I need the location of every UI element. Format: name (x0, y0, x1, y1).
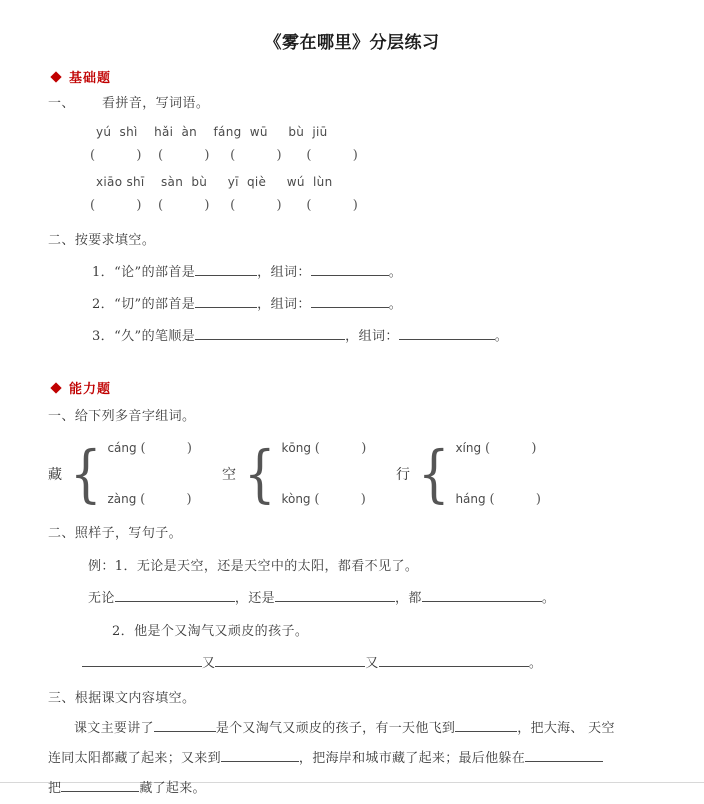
question-basic-2-heading (0, 229, 704, 248)
passage-blank-5[interactable] (61, 778, 139, 792)
pattern-line-1 (0, 587, 704, 606)
fill-item-2-blank-word[interactable] (311, 294, 389, 308)
question-ability-3-heading (0, 687, 704, 706)
pattern-1-blank-c[interactable] (422, 588, 542, 602)
example-sentence-2-label: 2． (112, 624, 135, 639)
pattern-1-d: 。 (541, 591, 556, 606)
pattern-2-blank-a[interactable] (82, 653, 202, 667)
pinyin-row-1: yú shì hǎi àn fáng wū bù jiū (96, 125, 328, 139)
polyphonic-group-xing (396, 428, 541, 520)
passage-text-2: 是个又淘气又顽皮的孩子，有一天他飞到 (215, 721, 456, 736)
question-basic-1-prompt: 看拼音，写词语。 (102, 96, 210, 111)
polyphonic-char-kong: 空 (222, 467, 236, 483)
pattern-1-a: 无论 (88, 591, 115, 606)
example-sentence-2 (0, 620, 704, 639)
fill-item-1-text-c: 。 (388, 265, 403, 280)
question-ability-1-number: 一、 (48, 409, 75, 424)
question-ability-3-prompt: 根据课文内容填空。 (74, 691, 196, 706)
polyphonic-reading-kong2[interactable] (281, 492, 366, 507)
fill-item-2-text-b: ，组词： (257, 297, 311, 312)
fill-item-3-blank-strokes[interactable] (195, 326, 345, 340)
passage-text-1: 课文主要讲了 (74, 721, 154, 736)
polyphonic-answer-paren-xing: ( ) (484, 441, 537, 456)
polyphonic-pinyin-xing: xíng (455, 441, 482, 455)
passage-text-3: ，把大海、 天空 (517, 721, 615, 736)
polyphonic-char-cang: 藏 (48, 467, 62, 483)
polyphonic-groups (0, 428, 704, 520)
pattern-2-c: 。 (528, 656, 543, 671)
section-header-basic (0, 67, 704, 86)
fill-item-1 (0, 261, 704, 280)
fill-item-3-text-a: “久”的笔顺是 (114, 329, 196, 344)
question-basic-1-heading (0, 92, 704, 111)
question-ability-1 (0, 405, 704, 520)
fill-item-2-text-a: “切”的部首是 (114, 297, 196, 312)
section-header-basic-label: 基础题 (69, 71, 112, 86)
question-ability-1-heading (0, 405, 704, 424)
passage-line-2 (0, 744, 704, 774)
diamond-bullet-icon (50, 382, 61, 393)
curly-brace-icon: { (417, 437, 450, 510)
passage-text-4: 连同太阳都藏了起来；又来到 (48, 751, 221, 766)
fill-item-1-blank-radical[interactable] (195, 262, 257, 276)
question-ability-3 (0, 687, 704, 804)
question-ability-2 (0, 522, 704, 671)
fill-item-3-text-c: 。 (494, 329, 509, 344)
section-basic (0, 67, 704, 344)
example-sentence-1-label: 例：1． (88, 559, 137, 574)
pattern-2-b: 又 (365, 656, 379, 671)
fill-item-1-text-a: “论”的部首是 (114, 265, 196, 280)
passage-line-1 (0, 714, 704, 744)
fill-item-2-blank-radical[interactable] (195, 294, 257, 308)
question-basic-2-prompt: 按要求填空。 (74, 233, 156, 248)
page-title: 《雾在哪里》分层练习 (264, 33, 440, 53)
pattern-1-c: ，都 (395, 591, 422, 606)
answer-paren-row-2[interactable]: ( ) ( ) ( ) ( ) (90, 198, 358, 213)
question-ability-2-heading (0, 522, 704, 541)
polyphonic-answer-paren-kong2: ( ) (314, 492, 366, 507)
polyphonic-char-xing: 行 (396, 467, 410, 483)
passage-text-5: ，把海岸和城市藏了起来；最后他躲在 (298, 751, 526, 766)
curly-brace-icon: { (243, 437, 276, 510)
passage-blank-1[interactable] (154, 718, 216, 732)
question-basic-1 (0, 92, 704, 213)
passage-blank-3[interactable] (221, 748, 299, 762)
example-sentence-1 (0, 555, 704, 574)
pattern-1-b: ，还是 (234, 591, 276, 606)
pattern-1-blank-b[interactable] (275, 588, 395, 602)
question-ability-2-number: 二、 (48, 526, 75, 541)
polyphonic-answer-paren-zang: ( ) (140, 492, 192, 507)
polyphonic-pinyin-kong2: kòng (281, 492, 311, 506)
polyphonic-reading-xing[interactable] (455, 441, 540, 456)
polyphonic-answer-paren-hang: ( ) (489, 492, 541, 507)
passage-text-6: 把 (48, 781, 62, 796)
fill-item-3-text-b: ，组词： (345, 329, 399, 344)
polyphonic-group-kong (222, 428, 366, 520)
fill-item-1-text-b: ，组词： (257, 265, 311, 280)
pattern-line-2 (0, 652, 704, 671)
curly-brace-icon: { (69, 437, 102, 510)
pattern-2-blank-b[interactable] (215, 653, 365, 667)
passage-blank-4[interactable] (525, 748, 603, 762)
example-sentence-1-text: 无论是天空，还是天空中的太阳，都看不见了。 (136, 559, 419, 574)
answer-paren-row-1[interactable]: ( ) ( ) ( ) ( ) (90, 148, 358, 163)
polyphonic-pinyin-hang: háng (455, 492, 486, 506)
fill-item-3-blank-word[interactable] (399, 326, 495, 340)
pattern-2-blank-c[interactable] (379, 653, 529, 667)
polyphonic-reading-hang[interactable] (455, 492, 540, 507)
pattern-2-a: 又 (202, 656, 216, 671)
fill-item-2-text-c: 。 (388, 297, 403, 312)
polyphonic-pinyin-kong1: kōng (281, 441, 311, 455)
section-header-ability (0, 378, 704, 397)
section-ability (0, 378, 704, 804)
section-header-ability-label: 能力题 (69, 382, 112, 397)
polyphonic-group-cang (48, 428, 192, 520)
example-sentence-2-text: 他是个又淘气又顽皮的孩子。 (134, 624, 309, 639)
question-basic-2 (0, 229, 704, 344)
polyphonic-reading-cang[interactable] (107, 441, 191, 456)
fill-item-2 (0, 293, 704, 312)
fill-item-3-label: 3． (92, 329, 115, 344)
fill-item-2-label: 2． (92, 297, 115, 312)
polyphonic-reading-zang[interactable] (107, 492, 191, 507)
polyphonic-answer-paren-kong1: ( ) (314, 441, 367, 456)
passage-blank-2[interactable] (455, 718, 517, 732)
passage-text-7: 藏了起来。 (139, 781, 206, 796)
fill-item-1-label: 1． (92, 265, 115, 280)
passage-line-3 (0, 774, 704, 804)
fill-item-1-blank-word[interactable] (311, 262, 389, 276)
question-ability-2-prompt: 照样子，写句子。 (74, 526, 183, 541)
question-basic-1-number: 一、 (48, 96, 75, 111)
pinyin-row-2: xiāo shī sàn bù yī qiè wú lùn (96, 175, 333, 189)
pattern-1-blank-a[interactable] (115, 588, 235, 602)
polyphonic-pinyin-cang: cáng (107, 441, 137, 455)
diamond-bullet-icon (50, 71, 61, 82)
question-ability-1-prompt: 给下列多音字组词。 (74, 409, 196, 424)
polyphonic-reading-kong1[interactable] (281, 441, 366, 456)
fill-item-3 (0, 325, 704, 344)
polyphonic-answer-paren-cang: ( ) (140, 441, 192, 456)
polyphonic-pinyin-zang: zàng (107, 492, 137, 506)
question-basic-2-number: 二、 (48, 233, 75, 248)
question-ability-3-number: 三、 (48, 691, 75, 706)
